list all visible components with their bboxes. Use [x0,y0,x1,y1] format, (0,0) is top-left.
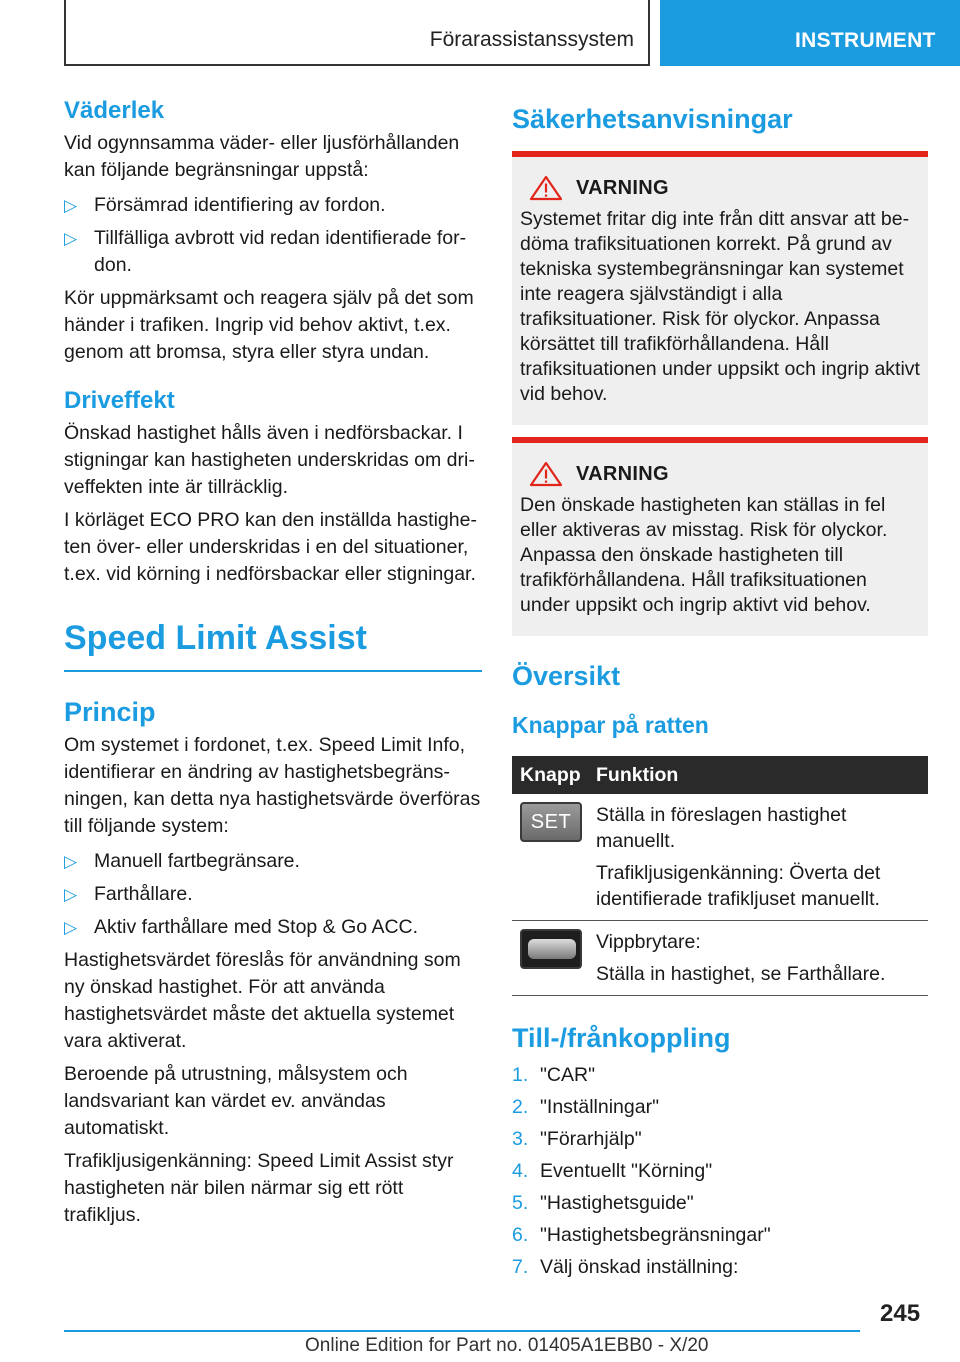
table-cell-function [596,794,928,921]
step-number: 3. [512,1128,529,1150]
warning-text: Systemet fritar dig inte från ditt ansvar att bedöma trafiksituationen korrekt. På grund av tekniska systembegränsningar kan systemet inte reagera självständigt i alla trafiksituationer. Risk för olyckor. Anpassa körsättet till trafikförhållandena. Håll trafiksituationen under uppsikt och ingrip aktivt vid behov. [520,208,920,405]
list-item: ▷ Försämrad identifiering av fordon. [64,192,482,219]
right-column [512,96,928,1286]
instrument-tab[interactable] [660,0,960,66]
list-item: ▷ Tillfälliga avbrott vid redan identifierade fordon. [64,227,467,276]
step-number: 6. [512,1224,529,1246]
footer-edition: Online Edition for Part no. 01405A1EBB0 - X/20 [305,1335,709,1356]
principle-intro: Om systemet i fordonet, t.ex. Speed Limit Info, identifierar en ändring av hastighetsbegränsningen, kan detta nya hastighetsvärde överföras till följande system: [64,734,481,837]
warning-title: VARNING [576,462,669,485]
list-item: 4. Eventuellt "Körning" [512,1158,928,1185]
list-item: 7. Välj önskad inställning: [512,1254,928,1281]
weather-outro: Kör uppmärksamt och reagera själv på det som händer i trafiken. Ingrip vid behov aktivt, t.ex. genom att bromsa, styra eller styra undan. [64,287,474,363]
warning-triangle-icon [528,461,564,487]
principle-list [64,848,482,941]
table-header-row [512,756,928,794]
weather-intro: Vid ogynnsamma väder- eller ljusförhållanden kan följande begränsningar uppstå: [64,132,460,181]
header-section-box [64,0,650,66]
buttons-heading: Knappar på ratten [512,712,709,738]
list-item: 5. "Hastighetsguide" [512,1190,928,1217]
table-cell-button [512,794,596,921]
set-button-icon: SET [520,802,582,842]
weather-list [64,192,482,279]
list-item: 1. "CAR" [512,1062,928,1089]
list-item: 2. "Inställningar" [512,1094,928,1121]
principle-heading: Princip [64,697,156,727]
drive-paragraph-2: I körläget ECO PRO kan den inställda hastigheten över- eller underskridas i en del situationer, t.ex. vid körning i nedförsbackar eller stigningar. [64,509,477,585]
column-header-function: Funktion [596,756,928,794]
principle-paragraph-2: Beroende på utrustning, målsystem och landsvariant kan värdet ev. användas automatiskt. [64,1063,408,1139]
instrument-tab-label: INSTRUMENT [795,29,936,52]
buttons-table [512,756,928,996]
function-line: Ställa in hastighet, se Farthållare. [596,963,886,985]
rocker-switch-icon [520,929,582,969]
steps-list [512,1062,928,1281]
principle-paragraph-3: Trafikljusigenkänning: Speed Limit Assist styr hastigheten när bilen närmar sig ett rött trafikljus. [64,1150,454,1226]
warning-box-2 [512,437,928,636]
step-number: 5. [512,1192,529,1214]
list-item: 3. "Förarhjälp" [512,1126,928,1153]
warning-header [528,175,920,201]
left-column [64,96,482,1229]
table-cell-button [512,921,596,996]
weather-heading: Väderlek [64,97,165,124]
warning-text: Den önskade hastigheten kan ställas in fel eller aktiveras av misstag. Risk för olyckor. Anpassa den önskade hastigheten till trafikförhållandena. Håll trafiksituationen under uppsikt och ingrip aktivt vid behov. [520,494,888,616]
footer-rule [64,1330,860,1332]
step-number: 7. [512,1256,529,1278]
warning-header [528,461,920,487]
warning-box-1 [512,151,928,425]
table-cell-function [596,921,928,996]
triangle-bullet-icon: ▷ [64,918,78,937]
table-row [512,921,928,996]
drive-paragraph-1: Önskad hastighet hålls även i nedförsbackar. I stigningar kan hastigheten underskridas om driveffekten inte är tillräcklig. [64,422,475,498]
triangle-bullet-icon: ▷ [64,196,78,215]
sla-heading: Speed Limit Assist [64,619,367,657]
list-item: ▷ Farthållare. [64,881,482,908]
toggle-heading: Till-/frånkoppling [512,1023,731,1053]
warning-title: VARNING [576,176,669,199]
function-line: Vippbrytare: [596,931,701,953]
safety-heading: Säkerhetsanvisningar [512,104,793,134]
list-item: 6. "Hastighetsbegränsningar" [512,1222,928,1249]
table-row [512,794,928,921]
triangle-bullet-icon: ▷ [64,229,78,248]
function-line: Ställa in föreslagen hastighet manuellt. [596,804,847,852]
overview-heading: Översikt [512,661,621,691]
step-number: 4. [512,1160,529,1182]
list-item: ▷ Manuell fartbegränsare. [64,848,482,875]
column-header-button: Knapp [512,756,596,794]
list-item: ▷ Aktiv farthållare med Stop & Go ACC. [64,914,482,941]
sla-heading-rule [64,670,482,672]
section-title: Förarassistanssystem [429,28,634,51]
triangle-bullet-icon: ▷ [64,885,78,904]
step-number: 2. [512,1096,529,1118]
page-number: 245 [880,1300,921,1327]
drive-heading: Driveffekt [64,387,175,414]
function-line: Trafikljusigenkänning: Överta det identifierade trafikljuset manuellt. [596,862,881,910]
triangle-bullet-icon: ▷ [64,852,78,871]
step-number: 1. [512,1064,529,1086]
principle-paragraph-1: Hastighetsvärdet föreslås för användning som ny önskad hastighet. För att använda hastighetsvärdet måste det aktuella systemet vara aktiverat. [64,949,461,1052]
warning-triangle-icon [528,175,564,201]
